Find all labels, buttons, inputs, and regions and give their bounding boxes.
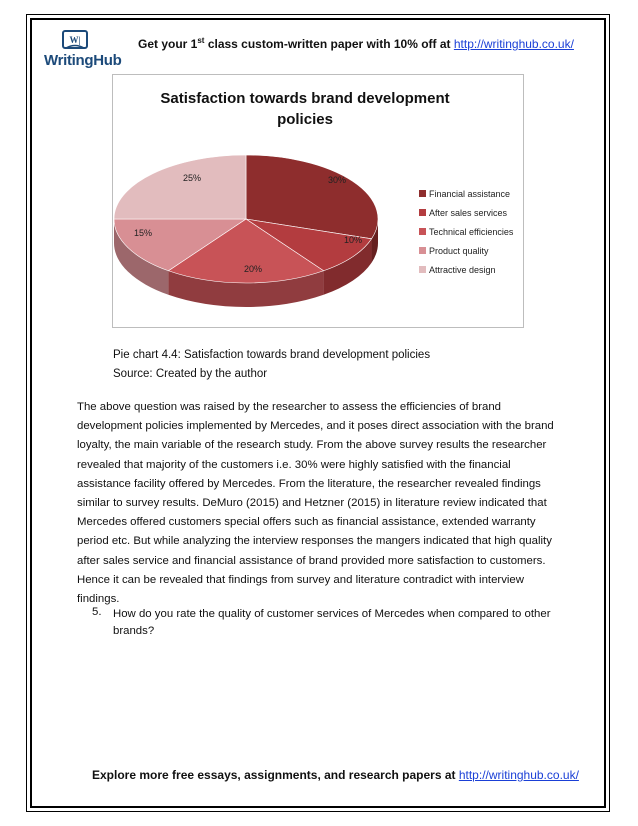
paragraph-line: The above question was raised by the researcher to assess the efficiencies of brand	[77, 401, 502, 413]
legend-swatch	[419, 190, 426, 197]
chart-title-line: Satisfaction towards brand development	[160, 90, 450, 107]
pie-chart	[112, 74, 524, 328]
header-promo	[138, 36, 574, 51]
legend-swatch	[419, 209, 426, 216]
header-middle: class custom-written paper with 10% off at	[204, 37, 454, 51]
chart-title-line: policies	[277, 111, 333, 128]
figure-caption: Pie chart 4.4: Satisfaction towards brand development policies	[113, 349, 431, 361]
question-text: How do you rate the quality of customer services of Mercedes when compared to other brands?	[113, 608, 551, 637]
paragraph-line: after sales service and financial assistance of brand provided more satisfaction to customers.	[77, 554, 546, 567]
paragraph-line: assistance facility offered by Mercedes. From the literature, the researcher revealed findings	[77, 477, 541, 490]
legend-swatch	[419, 228, 426, 235]
legend-label: After sales services	[429, 208, 508, 218]
paragraph-line: revealed that majority of the customers i.e. 30% were highly satisfied with the financial	[77, 458, 511, 471]
legend-label: Financial assistance	[429, 189, 511, 199]
header-superscript: st	[197, 36, 205, 45]
logo-wordmark: WritingHub	[44, 52, 122, 69]
pie-value-label: 10%	[344, 235, 363, 245]
figure-source: Source: Created by the author	[113, 368, 268, 380]
header-link[interactable]: http://writinghub.co.uk/	[453, 37, 574, 51]
pie-slice	[114, 155, 246, 219]
legend-label: Technical efficiencies	[429, 227, 514, 237]
pie-value-label: 30%	[328, 175, 347, 185]
pie-value-label: 25%	[183, 173, 202, 183]
footer-link[interactable]: http://writinghub.co.uk/	[458, 768, 579, 782]
legend-label: Product quality	[429, 246, 489, 256]
paragraph-line: development policies implemented by Mercedes, and it poses direct association with the brand	[77, 420, 554, 433]
emblem-text: W|	[69, 35, 81, 45]
pie-chart-svg	[113, 75, 525, 329]
paragraph-line: period etc. But while analyzing the interview responses the mangers indicated that high quality	[77, 535, 552, 548]
pie-value-label: 15%	[134, 228, 153, 238]
legend-swatch	[419, 266, 426, 273]
book-emblem-icon	[62, 30, 88, 52]
question-number: 5.	[92, 606, 102, 618]
legend-label: Attractive design	[429, 265, 496, 275]
body-paragraph	[77, 398, 563, 609]
paragraph-line: Mercedes offered customers special offers such as financial assistance, extended warranty	[77, 516, 536, 529]
footer-text: Explore more free essays, assignments, and research papers at	[92, 768, 459, 782]
paragraph-line: loyalty, the main variable of the research study. From the above survey results the researcher	[77, 439, 547, 452]
paragraph-line: Hence it can be revealed that findings from survey and literature contradict with interview	[77, 573, 524, 586]
header-prefix: Get your 1	[138, 37, 198, 51]
paragraph-line: similar to survey results. DeMuro (2015) and Hetzner (2015) in literature review indicated that	[77, 497, 547, 510]
legend-swatch	[419, 247, 426, 254]
writinghub-logo	[44, 30, 122, 76]
paragraph-line: findings.	[77, 593, 120, 606]
footer-promo	[92, 768, 579, 782]
pie-value-label: 20%	[244, 264, 263, 274]
